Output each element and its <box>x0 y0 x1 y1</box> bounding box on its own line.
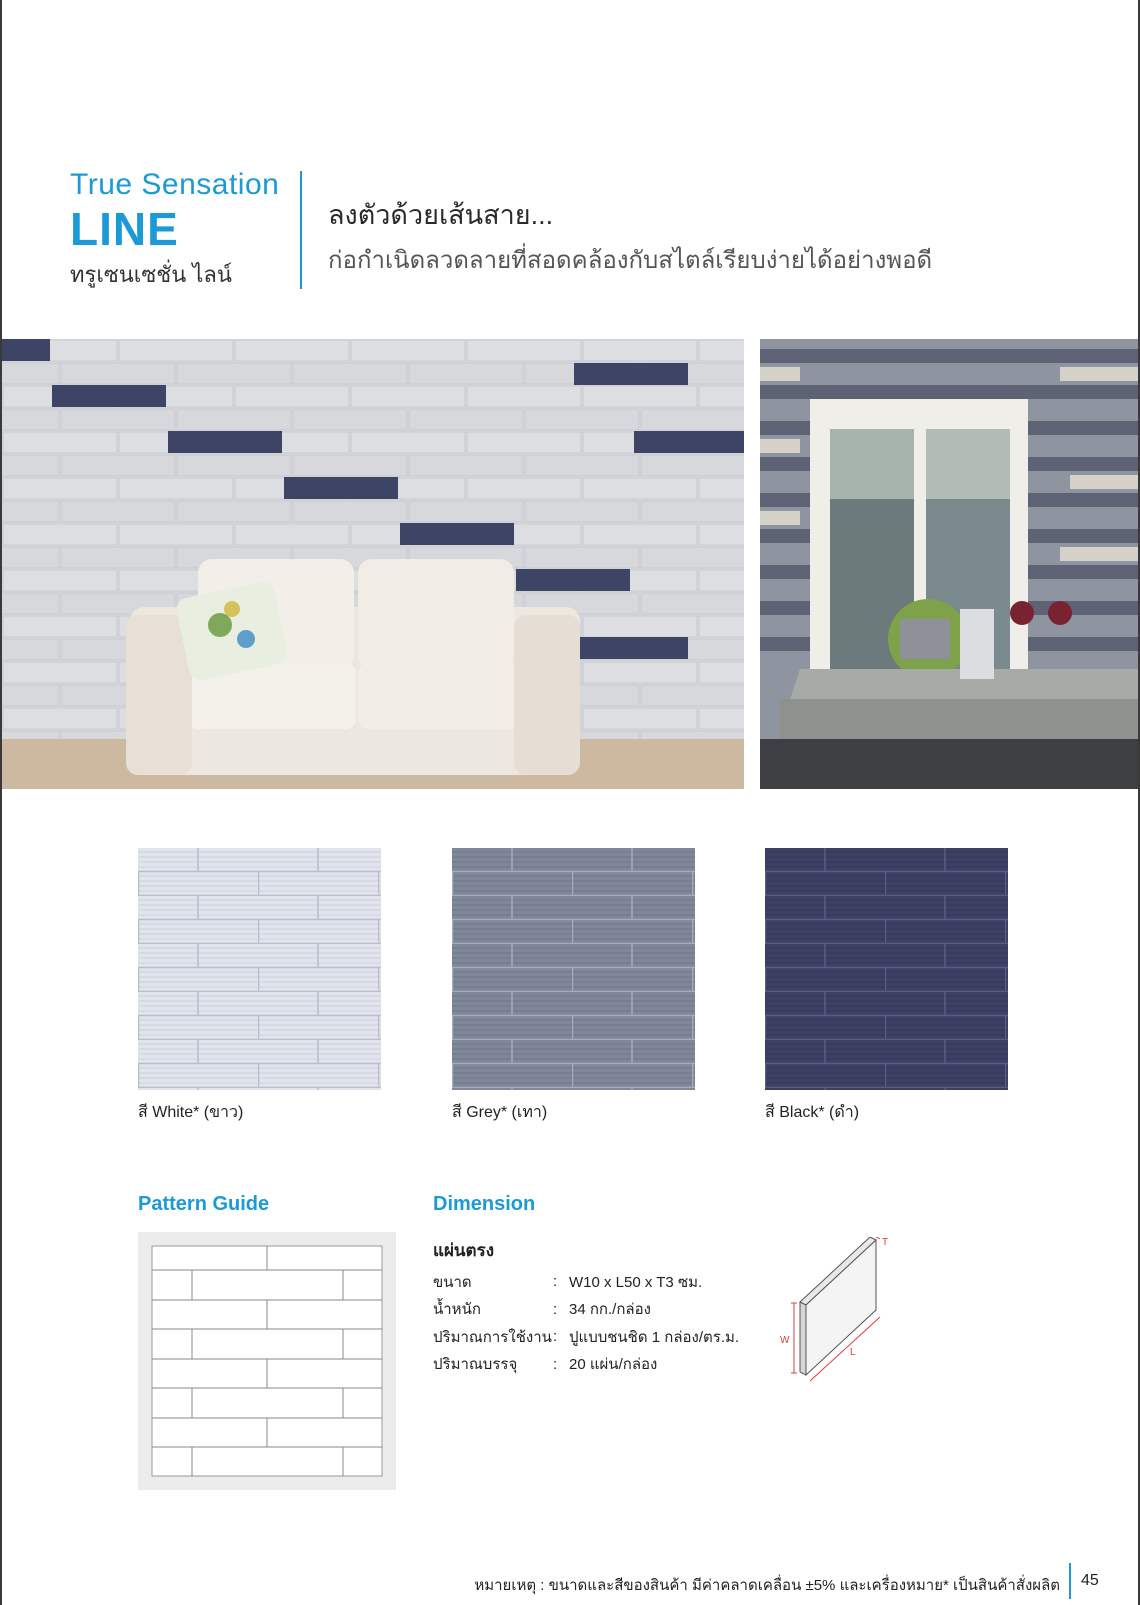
spec-table <box>433 1268 739 1378</box>
patio-illustration <box>760 339 1138 789</box>
spec-row <box>433 1296 739 1324</box>
diagram-label-w: W <box>780 1335 790 1346</box>
swatch-grey <box>452 848 695 1090</box>
swatch-label-white: สี White* (ขาว) <box>138 1104 244 1121</box>
spec-colon: : <box>553 1355 558 1373</box>
diagram-label-t: T <box>882 1237 889 1248</box>
spec-value: 34 กก./กล่อง <box>569 1301 651 1319</box>
tagline-line-1: ลงตัวด้วยเส้นสาย... <box>328 200 554 230</box>
spec-row <box>433 1268 739 1296</box>
product-name-thai: ทรูเซนเซชั่น ไลน์ <box>70 261 232 287</box>
swatch-grey-texture <box>452 848 695 1090</box>
tile-3d-diagram <box>770 1237 905 1382</box>
living-room-illustration <box>2 339 744 789</box>
product-name: LINE <box>70 203 179 255</box>
pattern-guide-diagram <box>138 1232 396 1490</box>
header-divider <box>300 171 302 289</box>
brand-block <box>70 168 279 292</box>
spec-colon: : <box>553 1273 558 1291</box>
swatch-label-black: สี Black* (ดำ) <box>765 1104 860 1121</box>
spec-colon: : <box>553 1328 558 1346</box>
spec-key: ขนาด <box>433 1273 472 1291</box>
spec-row <box>433 1351 739 1379</box>
pattern-guide-layout <box>138 1232 396 1490</box>
swatch-black-texture <box>765 848 1008 1090</box>
diagram-label-l: L <box>850 1347 856 1358</box>
living-room-photo <box>2 339 744 789</box>
pattern-guide-title: Pattern Guide <box>138 1193 270 1215</box>
footer-note: หมายเหตุ : ขนาดและสีของสินค้า มีค่าคลาดเคลื่อน ±5% และเครื่องหมาย* เป็นสินค้าสั่งผลิต <box>474 1577 1060 1594</box>
series-name: True Sensation <box>70 168 280 201</box>
swatch-label-grey: สี Grey* (เทา) <box>452 1104 548 1121</box>
tagline-line-2: ก่อกำเนิดลวดลายที่สอดคล้องกับสไตล์เรียบง่ายได้อย่างพอดี <box>328 247 933 274</box>
dimension-subtitle: แผ่นตรง <box>433 1241 495 1260</box>
footer-divider <box>1069 1563 1071 1599</box>
swatch-white <box>138 848 381 1090</box>
spec-value: 20 แผ่น/กล่อง <box>569 1356 658 1374</box>
spec-row <box>433 1323 739 1351</box>
dimension-title: Dimension <box>433 1193 536 1215</box>
spec-colon: : <box>553 1300 558 1318</box>
spec-key: ปริมาณบรรจุ <box>433 1356 518 1374</box>
spec-key: น้ำหนัก <box>433 1301 481 1319</box>
swatch-black <box>765 848 1008 1090</box>
swatch-white-texture <box>138 848 381 1090</box>
tagline <box>328 193 932 279</box>
spec-value: W10 x L50 x T3 ซม. <box>569 1273 703 1291</box>
spec-value: ปูแบบชนชิด 1 กล่อง/ตร.ม. <box>569 1328 740 1346</box>
page-number: 45 <box>1081 1572 1099 1589</box>
patio-photo <box>760 339 1138 789</box>
tile-dimension-diagram <box>770 1237 905 1382</box>
spec-key: ปริมาณการใช้งาน <box>433 1328 552 1346</box>
